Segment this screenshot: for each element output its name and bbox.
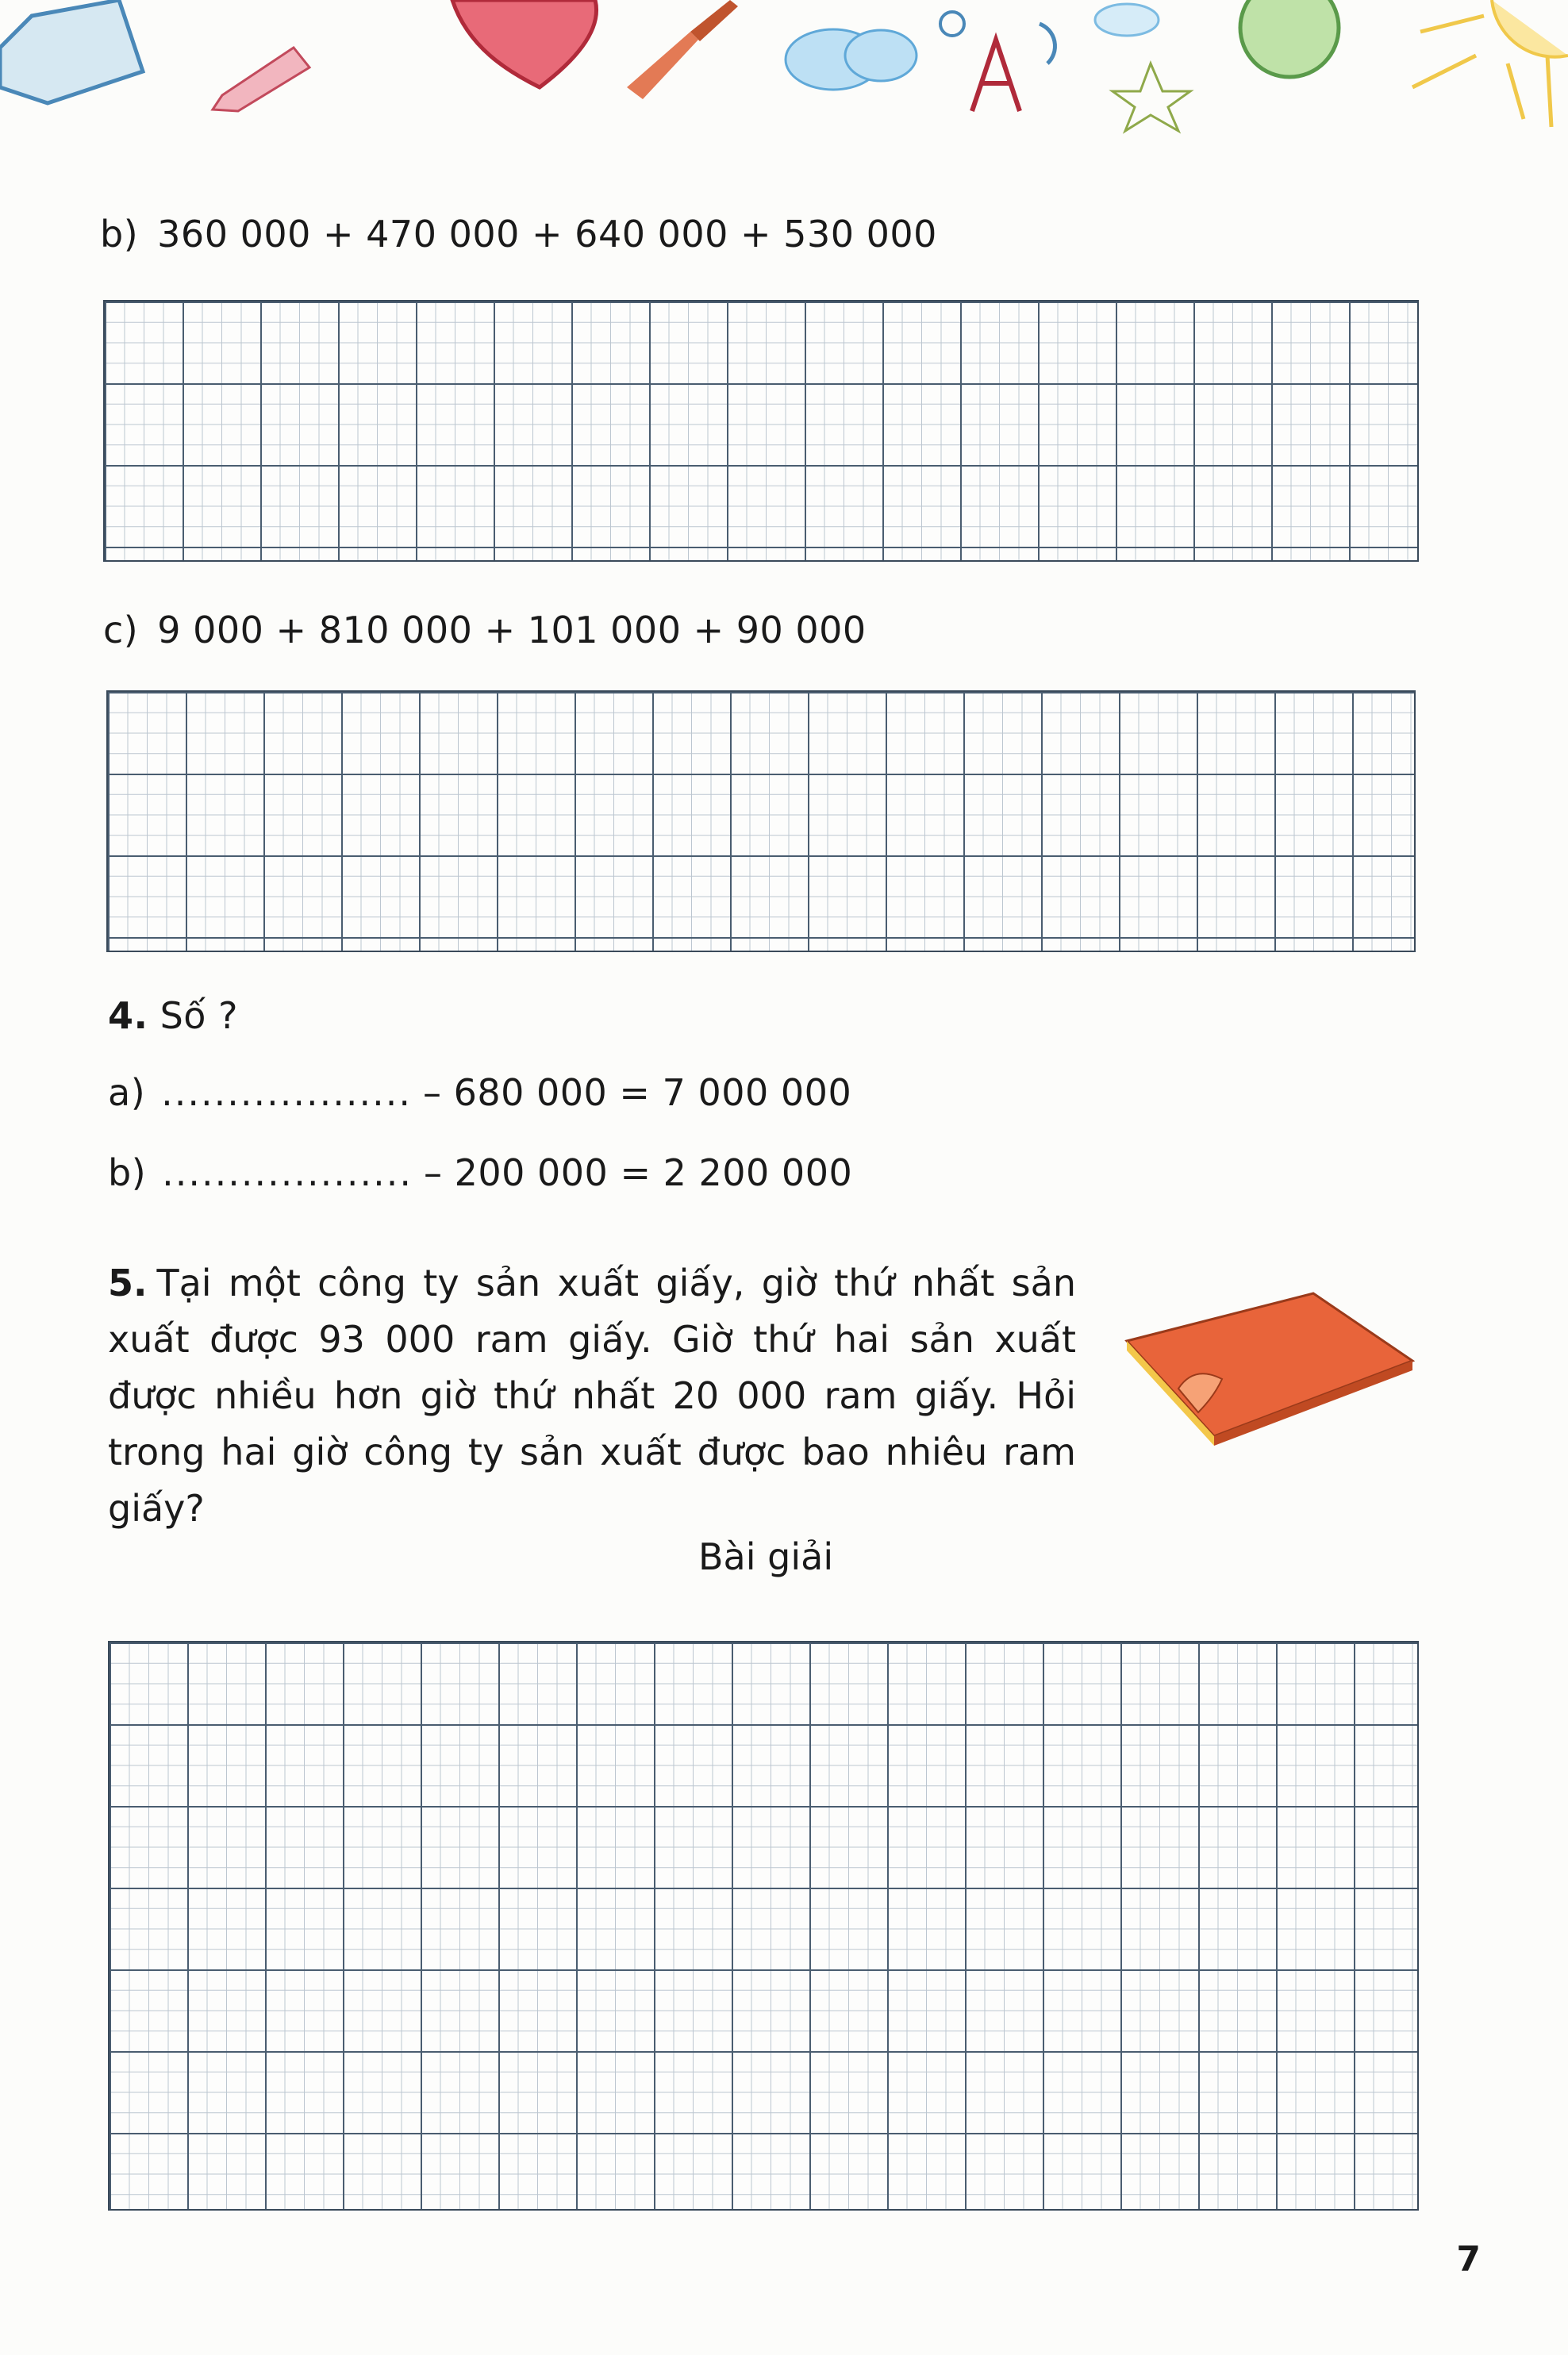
exercise-4b-expression: – 200 000 = 2 200 000: [423, 1151, 853, 1194]
paper-ream-illustration: [1119, 1277, 1420, 1460]
exercise-4b-label: b): [108, 1151, 147, 1194]
exercise-4b: [108, 1151, 852, 1194]
page-number: 7: [1456, 2239, 1481, 2280]
work-grid-3c[interactable]: [106, 690, 1416, 952]
exercise-4a: [108, 1071, 851, 1114]
exercise-4-title: [108, 994, 238, 1037]
exercise-3b: [100, 213, 937, 255]
letter-a-icon: [940, 12, 1055, 111]
exercise-3b-label: b): [100, 213, 139, 255]
exercise-4-number: 4.: [108, 994, 148, 1037]
cloud-icon: [786, 29, 917, 90]
exercise-4a-blank[interactable]: ...................: [161, 1071, 412, 1114]
exercise-5-number: 5.: [108, 1262, 148, 1304]
exercise-4a-expression: – 680 000 = 7 000 000: [422, 1071, 852, 1114]
exercise-4-heading: Số ?: [159, 994, 238, 1037]
book-icon: [0, 0, 143, 103]
heart-icon: [452, 0, 597, 87]
pencil-icon: [213, 48, 309, 111]
solution-title: Bài giải: [698, 1535, 834, 1578]
header-decoration: [0, 0, 1568, 135]
exercise-3c: [103, 609, 867, 651]
small-cloud-icon: [1095, 4, 1159, 36]
star-icon: [1113, 63, 1190, 131]
apple-icon: [1240, 0, 1339, 77]
solution-grid[interactable]: [108, 1641, 1419, 2211]
exercise-3b-expression: 360 000 + 470 000 + 640 000 + 530 000: [157, 213, 937, 255]
exercise-3c-label: c): [103, 609, 139, 651]
sun-icon: [1412, 0, 1568, 127]
exercise-4b-blank[interactable]: ...................: [162, 1151, 413, 1194]
exercise-5-problem: [108, 1255, 1076, 1537]
work-grid-3b[interactable]: [103, 300, 1419, 562]
exercise-4a-label: a): [108, 1071, 146, 1114]
exercise-3c-expression: 9 000 + 810 000 + 101 000 + 90 000: [157, 609, 867, 651]
paintbrush-icon: [627, 0, 738, 99]
exercise-5-text: Tại một công ty sản xuất giấy, giờ thứ nhất sản xuất được 93 000 ram giấy. Giờ thứ hai sản xuất được nhiều hơn giờ thứ nhất 20 000 ram giấy. Hỏi trong hai giờ công ty sản xuất được bao nhiêu ram giấy?: [108, 1262, 1076, 1530]
